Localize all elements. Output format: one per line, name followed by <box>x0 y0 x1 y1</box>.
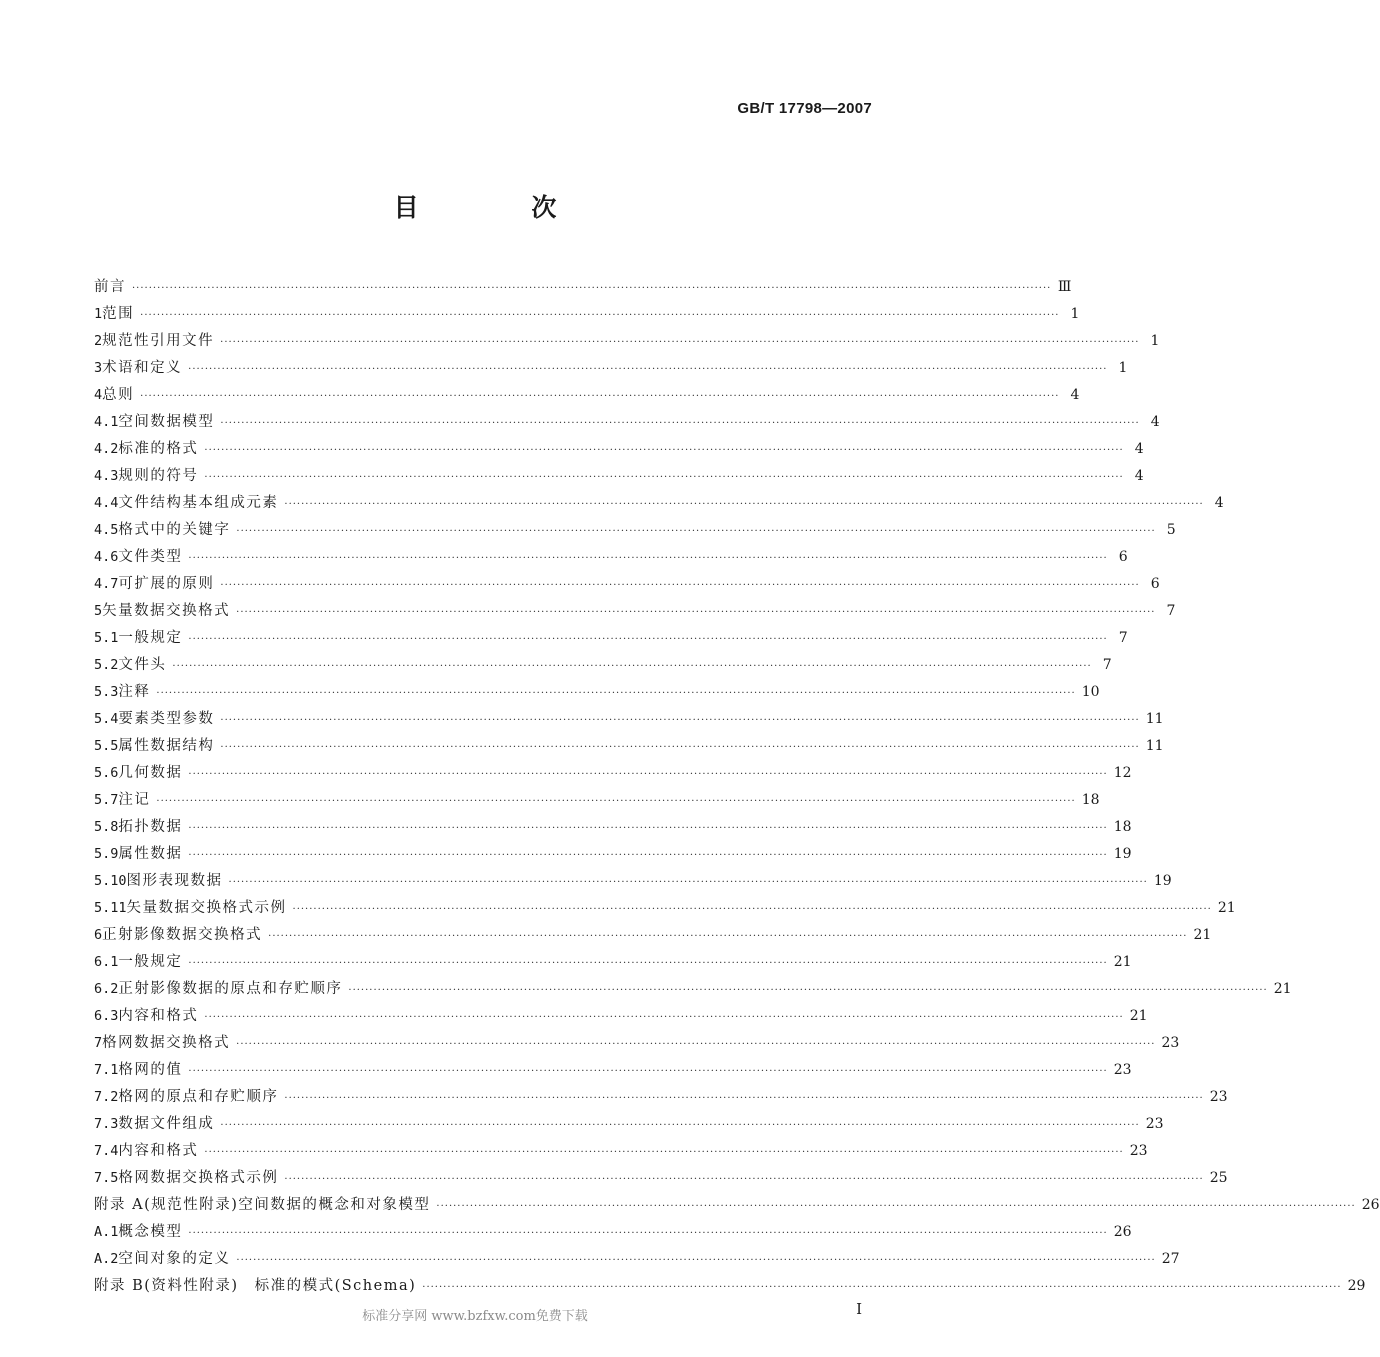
dot-leader: ···························································································································································································································· <box>172 661 1092 672</box>
toc-entry-number: 5.10 <box>94 873 127 889</box>
toc-entry-title: 内容和格式 <box>118 1008 199 1024</box>
toc-entry[interactable] <box>94 977 1292 1004</box>
toc-entry-title: 一般规定 <box>118 630 183 646</box>
toc-entry-page: 7 <box>1118 630 1128 646</box>
toc-entry-title: 内容和格式 <box>118 1143 199 1159</box>
toc-entry-page: 26 <box>1361 1197 1380 1213</box>
toc-entry-title: 属性数据结构 <box>118 738 215 754</box>
dot-leader: ···························································································································································································································· <box>348 985 1268 996</box>
toc-entry-title: 标准的格式 <box>118 441 199 457</box>
toc-entry-number: 5.9 <box>94 846 119 862</box>
toc-entry-page: 18 <box>1081 792 1100 808</box>
dot-leader: ···························································································································································································································· <box>220 337 1140 348</box>
toc-entry-number: 1 <box>94 306 103 322</box>
toc-entry-title: 空间对象的定义 <box>118 1251 231 1267</box>
toc-entry[interactable] <box>94 518 1176 545</box>
toc-entry[interactable] <box>94 1274 1366 1301</box>
dot-leader: ···························································································································································································································· <box>204 445 1124 456</box>
toc-entry[interactable] <box>94 788 1100 815</box>
toc-entry-number: 6.1 <box>94 954 119 970</box>
dot-leader: ···························································································································································································································· <box>188 553 1108 564</box>
toc-entry-title: 术语和定义 <box>102 360 183 376</box>
toc-entry-title: 矢量数据交换格式 <box>102 603 231 619</box>
toc-entry[interactable] <box>94 437 1144 464</box>
toc-entry-number: 7.3 <box>94 1116 119 1132</box>
dot-leader: ···························································································································································································································· <box>422 1282 1342 1293</box>
toc-entry-number: 4.2 <box>94 441 119 457</box>
dot-leader: ···························································································································································································································· <box>204 1012 1124 1023</box>
toc-entry[interactable] <box>94 410 1160 437</box>
toc-entry-title: 总则 <box>102 387 135 403</box>
toc-entry-page: 4 <box>1150 414 1160 430</box>
toc-entry-page: 7 <box>1102 657 1112 673</box>
toc-entry-title: 格网数据交换格式示例 <box>118 1170 279 1186</box>
standard-number: GB/T 17798—2007 <box>737 100 872 117</box>
page-title: 目 次 <box>393 193 609 222</box>
toc-entry[interactable] <box>94 1247 1180 1274</box>
toc-entry-number: 2 <box>94 333 103 349</box>
toc-entry-page: 6 <box>1150 576 1160 592</box>
toc-entry-page: 1 <box>1150 333 1160 349</box>
toc-entry-title: 规范性引用文件 <box>102 333 215 349</box>
toc-entry[interactable] <box>94 1004 1148 1031</box>
page-number: I <box>856 1300 862 1318</box>
toc-entry-number: 4.3 <box>94 468 119 484</box>
toc-entry-number: 6 <box>94 927 103 943</box>
toc-entry-title: 正射影像数据的原点和存贮顺序 <box>118 981 343 997</box>
toc-entry[interactable] <box>94 356 1128 383</box>
toc-entry-title: 注释 <box>118 684 151 700</box>
toc-entry-number: A.2 <box>94 1251 119 1267</box>
toc-entry-page: 4 <box>1214 495 1224 511</box>
dot-leader: ···························································································································································································································· <box>236 1039 1156 1050</box>
toc-entry[interactable] <box>94 923 1212 950</box>
toc-entry[interactable] <box>94 464 1144 491</box>
toc-entry-number: 4.6 <box>94 549 119 565</box>
dot-leader: ···························································································································································································································· <box>284 1093 1204 1104</box>
toc-entry-number: 5.4 <box>94 711 119 727</box>
dot-leader: ···························································································································································································································· <box>188 1228 1108 1239</box>
toc-entry-title: 图形表现数据 <box>126 873 223 889</box>
toc-entry-title: 前言 <box>94 279 126 295</box>
dot-leader: ···························································································································································································································· <box>204 1147 1124 1158</box>
dot-leader: ···························································································································································································································· <box>188 364 1108 375</box>
dot-leader: ···························································································································································································································· <box>188 823 1108 834</box>
toc-entry-title: 矢量数据交换格式示例 <box>126 900 287 916</box>
toc-entry[interactable] <box>94 626 1128 653</box>
toc-entry-page: 27 <box>1161 1251 1180 1267</box>
toc-entry[interactable] <box>94 545 1128 572</box>
toc-entry-number: 5 <box>94 603 103 619</box>
toc-entry[interactable] <box>94 1085 1228 1112</box>
toc-entry-page: 4 <box>1070 387 1080 403</box>
dot-leader: ···························································································································································································································· <box>228 877 1148 888</box>
dot-leader: ···························································································································································································································· <box>188 634 1108 645</box>
toc-entry-number: 5.8 <box>94 819 119 835</box>
toc-entry[interactable] <box>94 707 1164 734</box>
toc-entry-page: 21 <box>1129 1008 1148 1024</box>
toc-entry-number: 4.7 <box>94 576 119 592</box>
toc-entry-number: 5.3 <box>94 684 119 700</box>
dot-leader: ···························································································································································································································· <box>188 769 1108 780</box>
toc-entry-title: 范围 <box>102 306 135 322</box>
toc-entry-page: 21 <box>1113 954 1132 970</box>
dot-leader: ···························································································································································································································· <box>188 850 1108 861</box>
dot-leader: ···························································································································································································································· <box>268 931 1188 942</box>
dot-leader: ···························································································································································································································· <box>220 742 1140 753</box>
toc-entry-title: 格网数据交换格式 <box>102 1035 231 1051</box>
toc-entry-title: 附录 A(规范性附录)空间数据的概念和对象模型 <box>94 1197 431 1213</box>
dot-leader: ···························································································································································································································· <box>156 688 1076 699</box>
toc-entry[interactable] <box>94 1112 1164 1139</box>
toc-entry-title: 可扩展的原则 <box>118 576 215 592</box>
toc-entry-number: 7 <box>94 1035 103 1051</box>
dot-leader: ···························································································································································································································· <box>292 904 1212 915</box>
toc-entry-number: 6.3 <box>94 1008 119 1024</box>
toc-entry-title: 文件结构基本组成元素 <box>118 495 279 511</box>
toc-entry[interactable] <box>94 761 1132 788</box>
toc-entry-page: Ⅲ <box>1057 279 1072 295</box>
toc-entry-page: 21 <box>1273 981 1292 997</box>
toc-entry-page: 23 <box>1129 1143 1148 1159</box>
toc-entry[interactable] <box>94 680 1100 707</box>
dot-leader: ···························································································································································································································· <box>188 958 1108 969</box>
dot-leader: ···························································································································································································································· <box>236 607 1156 618</box>
toc-entry-page: 10 <box>1081 684 1100 700</box>
toc-entry-number: 5.5 <box>94 738 119 754</box>
toc-entry-number: 7.5 <box>94 1170 119 1186</box>
toc-entry[interactable] <box>94 869 1172 896</box>
toc-entry-number: 5.1 <box>94 630 119 646</box>
toc-entry[interactable] <box>94 572 1160 599</box>
toc-entry[interactable] <box>94 1166 1228 1193</box>
dot-leader: ···························································································································································································································· <box>284 499 1204 510</box>
toc-entry-page: 11 <box>1145 711 1164 727</box>
toc-entry-title: 格网的值 <box>118 1062 183 1078</box>
dot-leader: ···························································································································································································································· <box>220 580 1140 591</box>
toc-entry-title: 格式中的关键字 <box>118 522 231 538</box>
toc-entry-title: 几何数据 <box>118 765 183 781</box>
toc-entry-title: 数据文件组成 <box>118 1116 215 1132</box>
toc-entry[interactable] <box>94 599 1176 626</box>
toc-entry[interactable] <box>94 896 1236 923</box>
toc-entry-number: 5.6 <box>94 765 119 781</box>
dot-leader: ···························································································································································································································· <box>220 1120 1140 1131</box>
toc-entry-number: 4.4 <box>94 495 119 511</box>
toc-entry-number: 4.5 <box>94 522 119 538</box>
toc-entry-title: 要素类型参数 <box>118 711 215 727</box>
toc-entry[interactable] <box>94 329 1160 356</box>
toc-entry-page: 29 <box>1347 1278 1366 1294</box>
toc-entry[interactable] <box>94 1220 1132 1247</box>
toc-entry-title: 空间数据模型 <box>118 414 215 430</box>
toc-entry-title: 概念模型 <box>118 1224 183 1240</box>
toc-entry-page: 1 <box>1070 306 1080 322</box>
toc-entry-title: 规则的符号 <box>118 468 199 484</box>
toc-entry[interactable] <box>94 491 1224 518</box>
toc-entry[interactable] <box>94 842 1132 869</box>
toc-entry-number: 5.11 <box>94 900 127 916</box>
dot-leader: ···························································································································································································································· <box>220 418 1140 429</box>
dot-leader: ···························································································································································································································· <box>220 715 1140 726</box>
toc-entry-title: 文件头 <box>118 657 167 673</box>
toc-entry[interactable] <box>94 815 1132 842</box>
toc-entry-page: 6 <box>1118 549 1128 565</box>
dot-leader: ···························································································································································································································· <box>188 1066 1108 1077</box>
dot-leader: ···························································································································································································································· <box>284 1174 1204 1185</box>
toc-entry-number: A.1 <box>94 1224 119 1240</box>
toc-entry-page: 19 <box>1113 846 1132 862</box>
toc-entry-title: 属性数据 <box>118 846 183 862</box>
toc-entry[interactable] <box>94 383 1080 410</box>
dot-leader: ···························································································································································································································· <box>132 283 1052 294</box>
dot-leader: ···························································································································································································································· <box>236 526 1156 537</box>
toc-entry-number: 6.2 <box>94 981 119 997</box>
toc-entry-title: 拓扑数据 <box>118 819 183 835</box>
toc-entry[interactable] <box>94 950 1132 977</box>
toc-entry-number: 4.1 <box>94 414 119 430</box>
toc-entry-number: 3 <box>94 360 103 376</box>
toc-entry-title: 注记 <box>118 792 151 808</box>
dot-leader: ···························································································································································································································· <box>156 796 1076 807</box>
toc-entry-number: 5.2 <box>94 657 119 673</box>
toc-entry-page: 21 <box>1217 900 1236 916</box>
toc-entry-page: 23 <box>1145 1116 1164 1132</box>
toc-entry[interactable] <box>94 302 1080 329</box>
toc-entry-number: 5.7 <box>94 792 119 808</box>
toc-entry-page: 25 <box>1209 1170 1228 1186</box>
toc-entry[interactable] <box>94 1031 1180 1058</box>
toc-entry-page: 21 <box>1193 927 1212 943</box>
toc-entry-title: 正射影像数据交换格式 <box>102 927 263 943</box>
toc-entry-title: 附录 B(资料性附录) 标准的模式(Schema) <box>94 1278 417 1294</box>
footer-watermark: 标准分享网 www.bzfxw.com免费下载 <box>362 1309 588 1324</box>
toc-entry-page: 7 <box>1166 603 1176 619</box>
toc-entry-number: 7.2 <box>94 1089 119 1105</box>
toc-entry[interactable] <box>94 734 1164 761</box>
table-of-contents <box>94 275 1380 1301</box>
toc-entry-page: 5 <box>1166 522 1176 538</box>
toc-entry[interactable] <box>94 275 1072 302</box>
toc-entry-page: 4 <box>1134 441 1144 457</box>
toc-entry-page: 23 <box>1113 1062 1132 1078</box>
toc-entry-page: 12 <box>1113 765 1132 781</box>
toc-entry[interactable] <box>94 653 1112 680</box>
dot-leader: ···························································································································································································································· <box>204 472 1124 483</box>
toc-entry-page: 23 <box>1209 1089 1228 1105</box>
toc-entry[interactable] <box>94 1139 1148 1166</box>
toc-entry-number: 7.1 <box>94 1062 119 1078</box>
toc-entry-page: 18 <box>1113 819 1132 835</box>
dot-leader: ···························································································································································································································· <box>140 310 1060 321</box>
toc-entry-page: 26 <box>1113 1224 1132 1240</box>
dot-leader: ···························································································································································································································· <box>140 391 1060 402</box>
toc-entry-page: 1 <box>1118 360 1128 376</box>
toc-entry-page: 4 <box>1134 468 1144 484</box>
toc-entry-number: 7.4 <box>94 1143 119 1159</box>
dot-leader: ···························································································································································································································· <box>236 1255 1156 1266</box>
toc-entry-page: 23 <box>1161 1035 1180 1051</box>
toc-entry-page: 11 <box>1145 738 1164 754</box>
toc-entry-title: 一般规定 <box>118 954 183 970</box>
toc-entry-page: 19 <box>1153 873 1172 889</box>
toc-entry[interactable] <box>94 1193 1380 1220</box>
toc-entry[interactable] <box>94 1058 1132 1085</box>
toc-entry-title: 格网的原点和存贮顺序 <box>118 1089 279 1105</box>
toc-entry-title: 文件类型 <box>118 549 183 565</box>
toc-entry-number: 4 <box>94 387 103 403</box>
dot-leader: ···························································································································································································································· <box>436 1201 1356 1212</box>
